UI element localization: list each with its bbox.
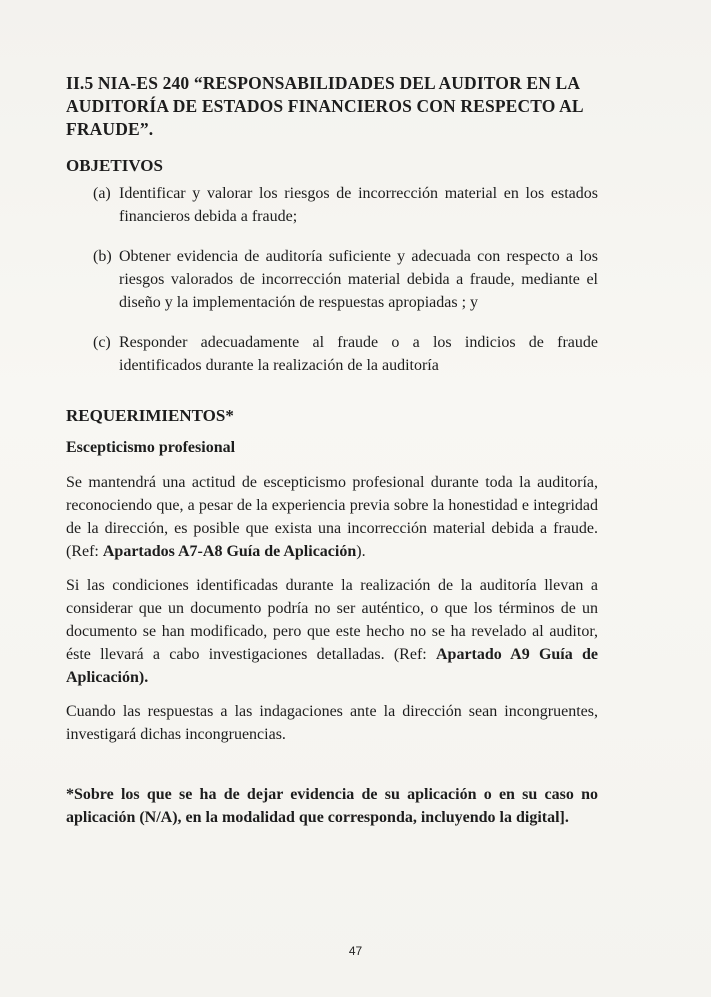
footnote: *Sobre los que se ha de dejar evidencia de su aplicación o en su caso no aplicación (N/A), en la modalidad que corresponda, incluyendo la digital]. xyxy=(66,786,598,826)
objective-text: Obtener evidencia de auditoría suficiente y adecuada con respecto a los riesgos valorados de incorrección material debida a fraude, mediante el diseño y la implementación de respuestas apropiadas ; y xyxy=(119,248,598,311)
paragraph-text: Cuando las respuestas a las indagaciones ante la dirección sean incongruentes, investigará dichas incongruencias. xyxy=(66,703,598,743)
objective-marker: (a) xyxy=(93,185,111,202)
objective-item-b xyxy=(93,245,598,314)
requirements-heading: REQUERIMIENTOS* xyxy=(66,406,234,425)
objective-item-a xyxy=(93,182,598,228)
page-number: 47 xyxy=(348,944,363,958)
page-content xyxy=(66,72,598,829)
paragraph-reference: Apartados A7-A8 Guía de Aplicación xyxy=(102,543,357,560)
paragraph-text: Se mantendrá una actitud de escepticismo profesional durante toda la auditoría, reconociendo que, a pesar de la experiencia previa sobre la honestidad e integridad de la dirección, es posible que exista una incorrección material debida a fraude. (Ref: xyxy=(66,474,598,560)
objectives-list xyxy=(66,182,598,377)
objective-marker: (c) xyxy=(93,334,111,351)
requirements-paragraph-1 xyxy=(66,471,598,563)
objective-text: Responder adecuadamente al fraude o a los indicios de fraude identificados durante la realización de la auditoría xyxy=(119,334,598,374)
objectives-heading: OBJETIVOS xyxy=(66,156,163,175)
requirements-paragraph-3 xyxy=(66,700,598,746)
objective-text: Identificar y valorar los riesgos de incorrección material en los estados financieros debida a fraude; xyxy=(119,185,598,225)
objective-marker: (b) xyxy=(93,248,112,265)
paragraph-tail: ). xyxy=(356,543,366,560)
paragraph-text: Si las condiciones identificadas durante la realización de la auditoría llevan a considerar que un documento podría no ser auténtico, o que los términos de un documento se han modificado, pero que este hecho no se ha revelado al auditor, éste llevará a cabo investigaciones detalladas. (Ref: xyxy=(66,577,598,663)
objective-item-c xyxy=(93,331,598,377)
requirements-subheading: Escepticismo profesional xyxy=(66,439,236,456)
paragraph-reference: Apartado A9 Guía de Aplicación). xyxy=(66,646,598,686)
document-title: II.5 NIA-ES 240 “RESPONSABILIDADES DEL AUDITOR EN LA AUDITORÍA DE ESTADOS FINANCIEROS CON RESPECTO AL FRAUDE”. xyxy=(66,73,583,139)
requirements-paragraph-2 xyxy=(66,574,598,689)
